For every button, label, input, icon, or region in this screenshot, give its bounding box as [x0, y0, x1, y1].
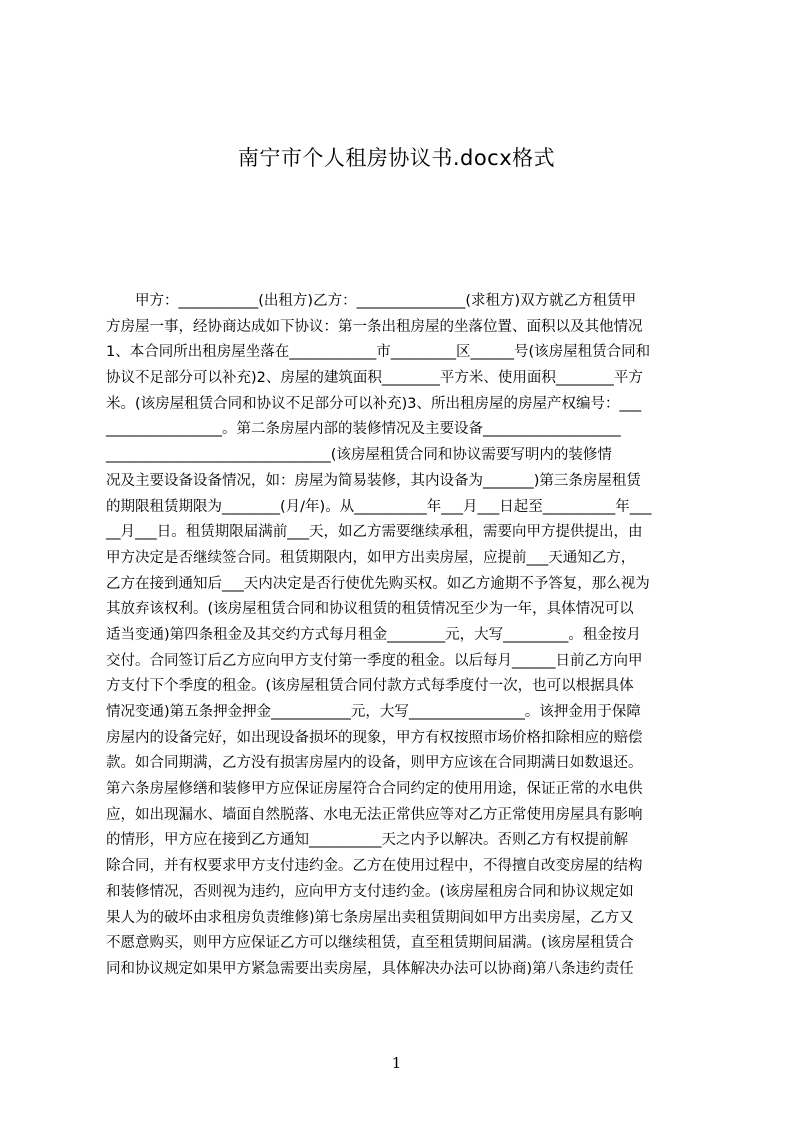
body-line: 其放弃该权利。(该房屋租赁合同和协议租赁的租赁情况至少为一年，具体情况可以 — [106, 601, 634, 618]
body-line: __月___日。租赁期限届满前___天，如乙方需要继续承租，需要向甲方提供提出，由 — [106, 524, 643, 541]
body-line: 适当变通)第四条租金及其交约方式每月租金________元，大写_________。租金按月 — [106, 626, 641, 643]
page-number: 1 — [391, 1054, 402, 1072]
body-line: 同和协议规定如果甲方紧急需要出卖房屋，具体解决办法可以协商)第八条违约责任 — [106, 960, 634, 977]
body-line: 交付。合同签订后乙方应向甲方支付第一季度的租金。以后每月______日前乙方向甲 — [106, 652, 643, 669]
body-line: 果人为的破坏由求租房负责维修)第七条房屋出卖租赁期间如甲方出卖房屋，乙方又 — [106, 909, 634, 926]
body-line: 第六条房屋修缮和装修甲方应保证房屋符合合同约定的使用用途，保证正常的水电供 — [106, 781, 643, 798]
body-line: 乙方在接到通知后___天内决定是否行使优先购买权。如乙方逾期不予答复，那么视为 — [106, 575, 650, 592]
body-line: 除合同，并有权要求甲方支付违约金。乙方在使用过程中，不得擅自改变房屋的结构 — [106, 858, 643, 875]
body-line: 协议不足部分可以补充)2、房屋的建筑面积________平方米、使用面积________平方 — [106, 370, 643, 387]
body-line: 情况变通)第五条押金押金___________元，大写________________。该押金用于保障 — [106, 704, 641, 720]
body-line: 不愿意购买，则甲方应保证乙方可以继续租赁，直至租赁期间届满。(该房屋租赁合 — [106, 935, 634, 952]
body-line: 方房屋一事，经协商达成如下协议：第一条出租房屋的坐落位置、面积以及其他情况 — [106, 318, 643, 335]
document-title: 南宁市个人租房协议书.docx格式 — [237, 146, 556, 170]
body-line: 甲方决定是否继续签合同。租赁期限内，如甲方出卖房屋，应提前___天通知乙方， — [106, 549, 636, 566]
document-body — [106, 289, 696, 977]
body-line: ________________。第二条房屋内部的装修情况及主要设备___________________ — [106, 421, 621, 438]
body-line: 况及主要设备设备情况，如：房屋为简易装修，其内设备为_______)第三条房屋租赁 — [106, 472, 641, 489]
body-line: 应，如出现漏水、墙面自然脱落、水电无法正常供应等对乙方正常使用房屋具有影响 — [106, 806, 643, 823]
body-line: 的情形，甲方应在接到乙方通知__________天之内予以解决。否则乙方有权提前解 — [106, 832, 628, 849]
body-line: 甲方：___________(出租方)乙方：_______________(求租方)双方就乙方租赁甲 — [106, 293, 637, 309]
body-line: 款。如合同期满，乙方没有损害房屋内的设备，则甲方应该在合同期满日如数退还。 — [106, 755, 643, 772]
body-line: 1、本合同所出租房屋坐落在____________市_________区______号(该房屋租赁合同和 — [106, 344, 651, 361]
body-line: 米。(该房屋租赁合同和协议不足部分可以补充)3、所出租房屋的房屋产权编号：___ — [106, 395, 642, 412]
body-line: 和装修情况，否则视为违约，应向甲方支付违约金。(该房屋租房合同和协议规定如 — [106, 883, 634, 900]
body-line: 的期限租赁期限为________(月/年)。从__________年___月___日起至__________年___ — [106, 498, 652, 515]
body-line: 房屋内的设备完好，如出现设备损坏的现象，甲方有权按照市场价格扣除相应的赔偿 — [106, 729, 643, 746]
body-line: _______________________________(该房屋租赁合同和协议需要写明内的装修情 — [106, 447, 612, 464]
body-line: 方支付下个季度的租金。(该房屋租赁合同付款方式每季度付一次，也可以根据具体 — [106, 678, 634, 695]
